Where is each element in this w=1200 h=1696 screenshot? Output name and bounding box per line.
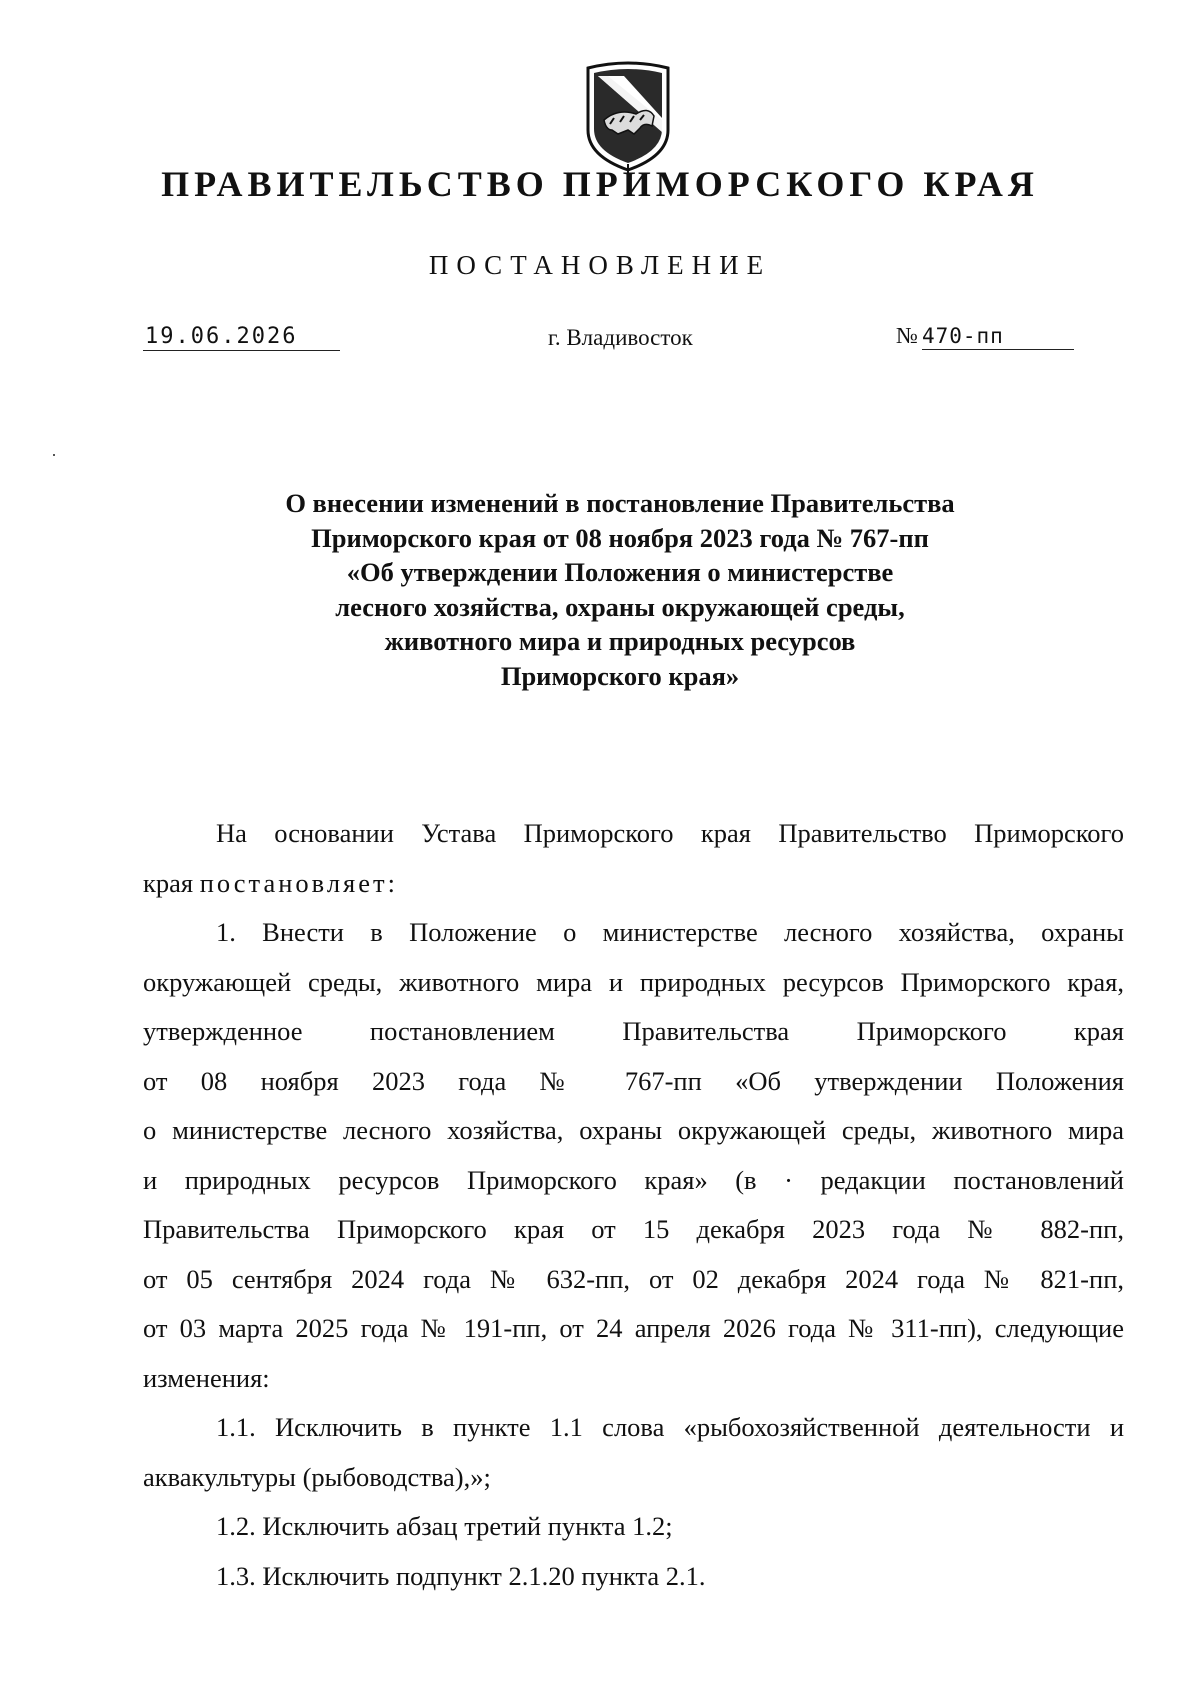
- title-line: животного мира и природных ресурсов: [384, 626, 856, 656]
- body-line: и природных ресурсов Приморского края» (в · редакции постановлений: [143, 1164, 1124, 1195]
- body-text: края: [143, 867, 200, 898]
- document-body: [143, 809, 1124, 1601]
- body-line: изменения:: [143, 1362, 270, 1393]
- resolves-word: постановляет:: [199, 867, 398, 898]
- document-number: [896, 323, 1074, 350]
- body-line: На основании Устава Приморского края Правительство Приморского: [216, 818, 1124, 848]
- document-title: [200, 486, 1040, 693]
- number-value: 470-пп: [922, 324, 1074, 350]
- body-line: от 03 марта 2025 года № 191-пп, от 24 апреля 2026 года № 311-пп), следующие: [143, 1313, 1124, 1343]
- title-line: Приморского края от 08 ноября 2023 года № 767-пп: [311, 522, 929, 553]
- body-line: аквакультуры (рыбоводства),»;: [143, 1461, 491, 1492]
- body-line: 1.3. Исключить подпункт 2.1.20 пункта 2.1.: [216, 1560, 706, 1591]
- document-type: ПОСТАНОВЛЕНИЕ: [428, 250, 772, 280]
- coat-of-arms-icon: [574, 60, 682, 176]
- body-line: 1.1. Исключить в пункте 1.1 слова «рыбохозяйственной деятельности и: [216, 1412, 1124, 1442]
- title-line: О внесении изменений в постановление Правительства: [285, 488, 955, 518]
- body-line: утвержденное постановлением Правительства Приморского края: [143, 1016, 1124, 1046]
- body-line: от 08 ноября 2023 года № 767-пп «Об утверждении Положения: [143, 1065, 1124, 1096]
- title-line: Приморского края»: [500, 660, 740, 691]
- number-sign: №: [896, 323, 918, 348]
- title-line: лесного хозяйства, охраны окружающей среды,: [335, 591, 905, 622]
- body-line: от 05 сентября 2024 года № 632-пп, от 02 декабря 2024 года № 821-пп,: [143, 1263, 1124, 1294]
- body-line: о министерстве лесного хозяйства, охраны окружающей среды, животного мира: [143, 1115, 1124, 1145]
- title-line: «Об утверждении Положения о министерстве: [346, 557, 894, 587]
- body-line: окружающей среды, животного мира и природных ресурсов Приморского края,: [143, 966, 1124, 997]
- body-line: 1. Внести в Положение о министерстве лесного хозяйства, охраны: [216, 917, 1124, 947]
- body-line: [143, 859, 1124, 909]
- issuing-authority: ПРАВИТЕЛЬСТВО ПРИМОРСКОГО КРАЯ: [161, 164, 1039, 204]
- body-line: Правительства Приморского края от 15 декабря 2023 года № 882-пп,: [143, 1214, 1124, 1244]
- document-date: 19.06.2026: [143, 324, 340, 351]
- document-city: г. Владивосток: [548, 325, 693, 350]
- scan-speck: [53, 454, 55, 456]
- body-line: 1.2. Исключить абзац третий пункта 1.2;: [216, 1511, 673, 1541]
